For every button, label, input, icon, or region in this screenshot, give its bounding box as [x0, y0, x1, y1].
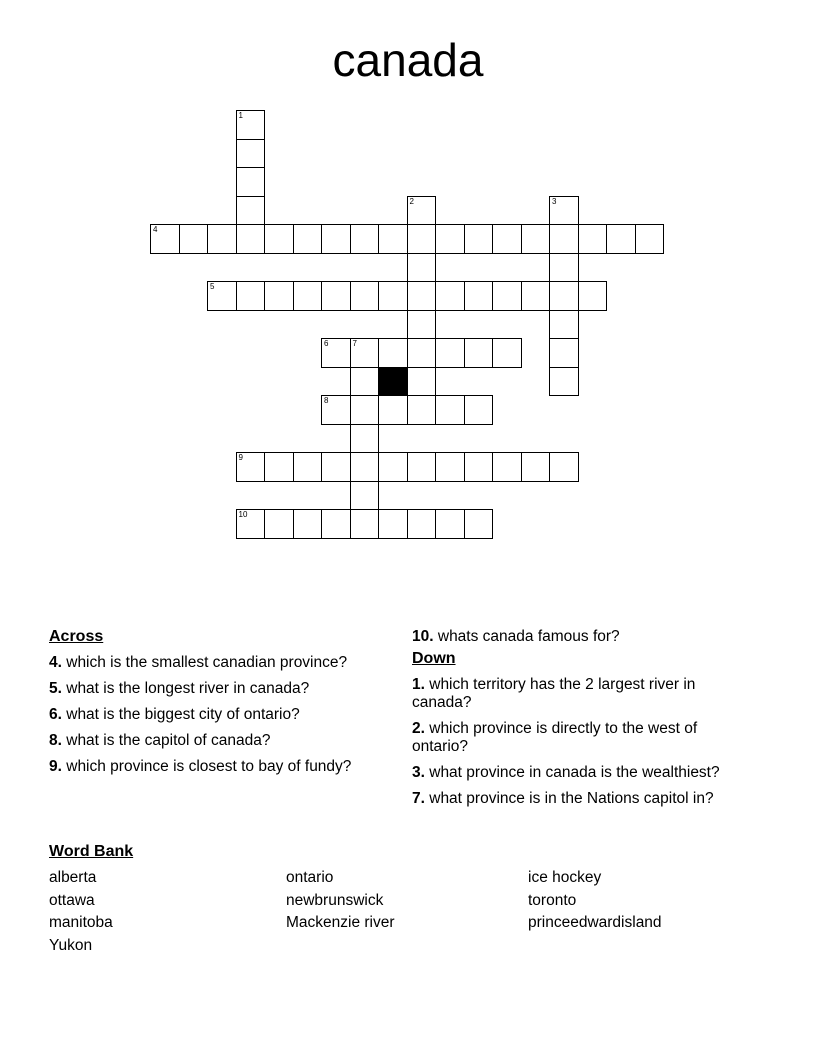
grid-cell[interactable]: [350, 338, 380, 368]
grid-cell[interactable]: [236, 509, 266, 539]
cell-number: 5: [210, 282, 215, 291]
grid-cell[interactable]: [264, 224, 294, 254]
clue-number: 4.: [49, 654, 62, 671]
grid-cell[interactable]: [407, 253, 437, 283]
clue-across-8: 8. what is the capitol of canada?: [49, 732, 271, 749]
clue-across-5: 5. what is the longest river in canada?: [49, 680, 310, 697]
grid-cell[interactable]: [435, 509, 465, 539]
clue-number: 8.: [49, 732, 62, 749]
grid-cell[interactable]: [264, 281, 294, 311]
clue-number: 5.: [49, 680, 62, 697]
down-clue-list: [412, 676, 748, 808]
grid-cell[interactable]: [293, 281, 323, 311]
across-clue-list: [49, 654, 397, 776]
grid-cell[interactable]: [464, 509, 494, 539]
grid-cell[interactable]: [492, 224, 522, 254]
word-bank-column: [49, 867, 286, 957]
grid-cell[interactable]: [407, 452, 437, 482]
grid-cell[interactable]: [549, 253, 579, 283]
word-bank-item: Yukon: [49, 936, 93, 954]
grid-cell[interactable]: [350, 452, 380, 482]
word-bank-item: newbrunswick: [286, 891, 384, 909]
clues-across-column: [49, 628, 397, 784]
down-heading: Down: [412, 650, 456, 667]
grid-cell[interactable]: [464, 224, 494, 254]
crossword-grid: [150, 110, 664, 539]
clue-number: 6.: [49, 706, 62, 723]
cell-number: 10: [238, 510, 248, 519]
grid-cell[interactable]: [407, 224, 437, 254]
word-bank-column: [286, 867, 528, 957]
grid-cell[interactable]: [407, 310, 437, 340]
grid-cell[interactable]: [350, 395, 380, 425]
grid-cell[interactable]: [464, 281, 494, 311]
clue-down-3: 3. what province in canada is the wealthiest?: [412, 764, 720, 781]
grid-cell[interactable]: [521, 452, 551, 482]
grid-cell[interactable]: [350, 281, 380, 311]
grid-cell[interactable]: [435, 281, 465, 311]
cell-number: 6: [324, 339, 329, 348]
clue-number: 9.: [49, 758, 62, 775]
grid-cell[interactable]: [350, 367, 380, 397]
cell-number: 8: [324, 396, 329, 405]
clue-down-2: 2. which province is directly to the west of ontario?: [412, 720, 698, 755]
grid-cell[interactable]: [635, 224, 665, 254]
grid-cell[interactable]: [236, 224, 266, 254]
grid-cell[interactable]: [378, 509, 408, 539]
grid-cell[interactable]: [578, 224, 608, 254]
grid-cell[interactable]: [321, 224, 351, 254]
clue-across-4: 4. which is the smallest canadian province?: [49, 654, 348, 671]
grid-cell[interactable]: [606, 224, 636, 254]
grid-cell[interactable]: [464, 395, 494, 425]
grid-cell[interactable]: [435, 224, 465, 254]
cell-number: 9: [238, 453, 243, 462]
grid-cell[interactable]: [207, 224, 237, 254]
grid-cell[interactable]: [350, 481, 380, 511]
grid-cell[interactable]: [350, 224, 380, 254]
grid-cell[interactable]: [492, 452, 522, 482]
grid-cell[interactable]: [236, 452, 266, 482]
grid-cell[interactable]: [521, 224, 551, 254]
cell-number: 4: [153, 225, 158, 234]
word-bank-columns: [49, 867, 768, 957]
grid-cell[interactable]: [207, 281, 237, 311]
grid-cell[interactable]: [578, 281, 608, 311]
grid-cell[interactable]: [321, 281, 351, 311]
word-bank-item: princeedwardisland: [528, 914, 662, 931]
word-bank: [49, 843, 768, 957]
word-bank-item: ottawa: [49, 891, 95, 909]
grid-cell[interactable]: [464, 452, 494, 482]
grid-cell[interactable]: [236, 196, 266, 226]
grid-cell[interactable]: [464, 338, 494, 368]
clue-number: 1.: [412, 676, 425, 693]
grid-cell[interactable]: [150, 224, 180, 254]
clue-down-7: 7. what province is in the Nations capitol in?: [412, 790, 714, 807]
grid-cell[interactable]: [321, 509, 351, 539]
grid-cell[interactable]: [293, 509, 323, 539]
clue-across-6: 6. what is the biggest city of ontario?: [49, 706, 300, 723]
page-title: canada: [332, 34, 484, 86]
grid-cell[interactable]: [435, 395, 465, 425]
clue-number: 2.: [412, 720, 425, 737]
grid-cell[interactable]: [492, 281, 522, 311]
grid-cell[interactable]: [264, 452, 294, 482]
grid-cell[interactable]: [236, 281, 266, 311]
clue-down-1: 1. which territory has the 2 largest river in canada?: [412, 676, 696, 711]
grid-cell[interactable]: [549, 196, 579, 226]
grid-cell[interactable]: [321, 338, 351, 368]
word-bank-heading: Word Bank: [49, 843, 134, 860]
grid-cell[interactable]: [350, 424, 380, 454]
clue-number: 7.: [412, 790, 425, 807]
clues-down-column: [412, 628, 748, 816]
grid-cell[interactable]: [350, 509, 380, 539]
grid-cell[interactable]: [321, 395, 351, 425]
across-heading: Across: [49, 628, 104, 645]
cell-number: 7: [352, 339, 357, 348]
cell-number: 1: [238, 111, 243, 120]
grid-cell[interactable]: [407, 281, 437, 311]
word-bank-item: Mackenzie river: [286, 914, 395, 931]
grid-cell[interactable]: [236, 167, 266, 197]
grid-cell[interactable]: [549, 224, 579, 254]
grid-cell[interactable]: [549, 367, 579, 397]
grid-cell[interactable]: [407, 509, 437, 539]
word-bank-item: ontario: [286, 869, 334, 886]
grid-cell[interactable]: [492, 338, 522, 368]
grid-cell[interactable]: [549, 338, 579, 368]
word-bank-item: ice hockey: [528, 869, 602, 886]
grid-cell[interactable]: [549, 310, 579, 340]
grid-cell[interactable]: [435, 338, 465, 368]
grid-cell[interactable]: [407, 338, 437, 368]
grid-cell[interactable]: [321, 452, 351, 482]
grid-cell[interactable]: [521, 281, 551, 311]
clue-across-10: 10. whats canada famous for?: [412, 628, 620, 645]
grid-cell[interactable]: [378, 224, 408, 254]
grid-cell[interactable]: [549, 281, 579, 311]
grid-cell[interactable]: [236, 110, 266, 140]
grid-cell[interactable]: [236, 139, 266, 169]
grid-cell[interactable]: [407, 367, 437, 397]
clue-number: 3.: [412, 764, 425, 781]
grid-cell[interactable]: [378, 281, 408, 311]
word-bank-item: toronto: [528, 891, 577, 909]
across-clue-overflow: [412, 628, 748, 646]
grid-cell[interactable]: [378, 395, 408, 425]
grid-cell[interactable]: [435, 452, 465, 482]
grid-cell[interactable]: [378, 338, 408, 368]
cell-number: 3: [552, 196, 557, 206]
word-bank-column: [528, 867, 768, 957]
word-bank-item: alberta: [49, 869, 97, 886]
clue-across-9: 9. which province is closest to bay of fundy?: [49, 758, 352, 775]
word-bank-item: manitoba: [49, 914, 113, 931]
grid-cell[interactable]: [293, 452, 323, 482]
cell-number: 2: [409, 196, 414, 206]
grid-cell[interactable]: [264, 509, 294, 539]
grid-cell[interactable]: [407, 395, 437, 425]
grid-cell[interactable]: [378, 452, 408, 482]
grid-cell[interactable]: [549, 452, 579, 482]
grid-cell[interactable]: [407, 196, 437, 226]
grid-cell[interactable]: [179, 224, 209, 254]
grid-cell-black: [378, 367, 408, 397]
grid-cell[interactable]: [293, 224, 323, 254]
clue-number: 10.: [412, 628, 434, 645]
